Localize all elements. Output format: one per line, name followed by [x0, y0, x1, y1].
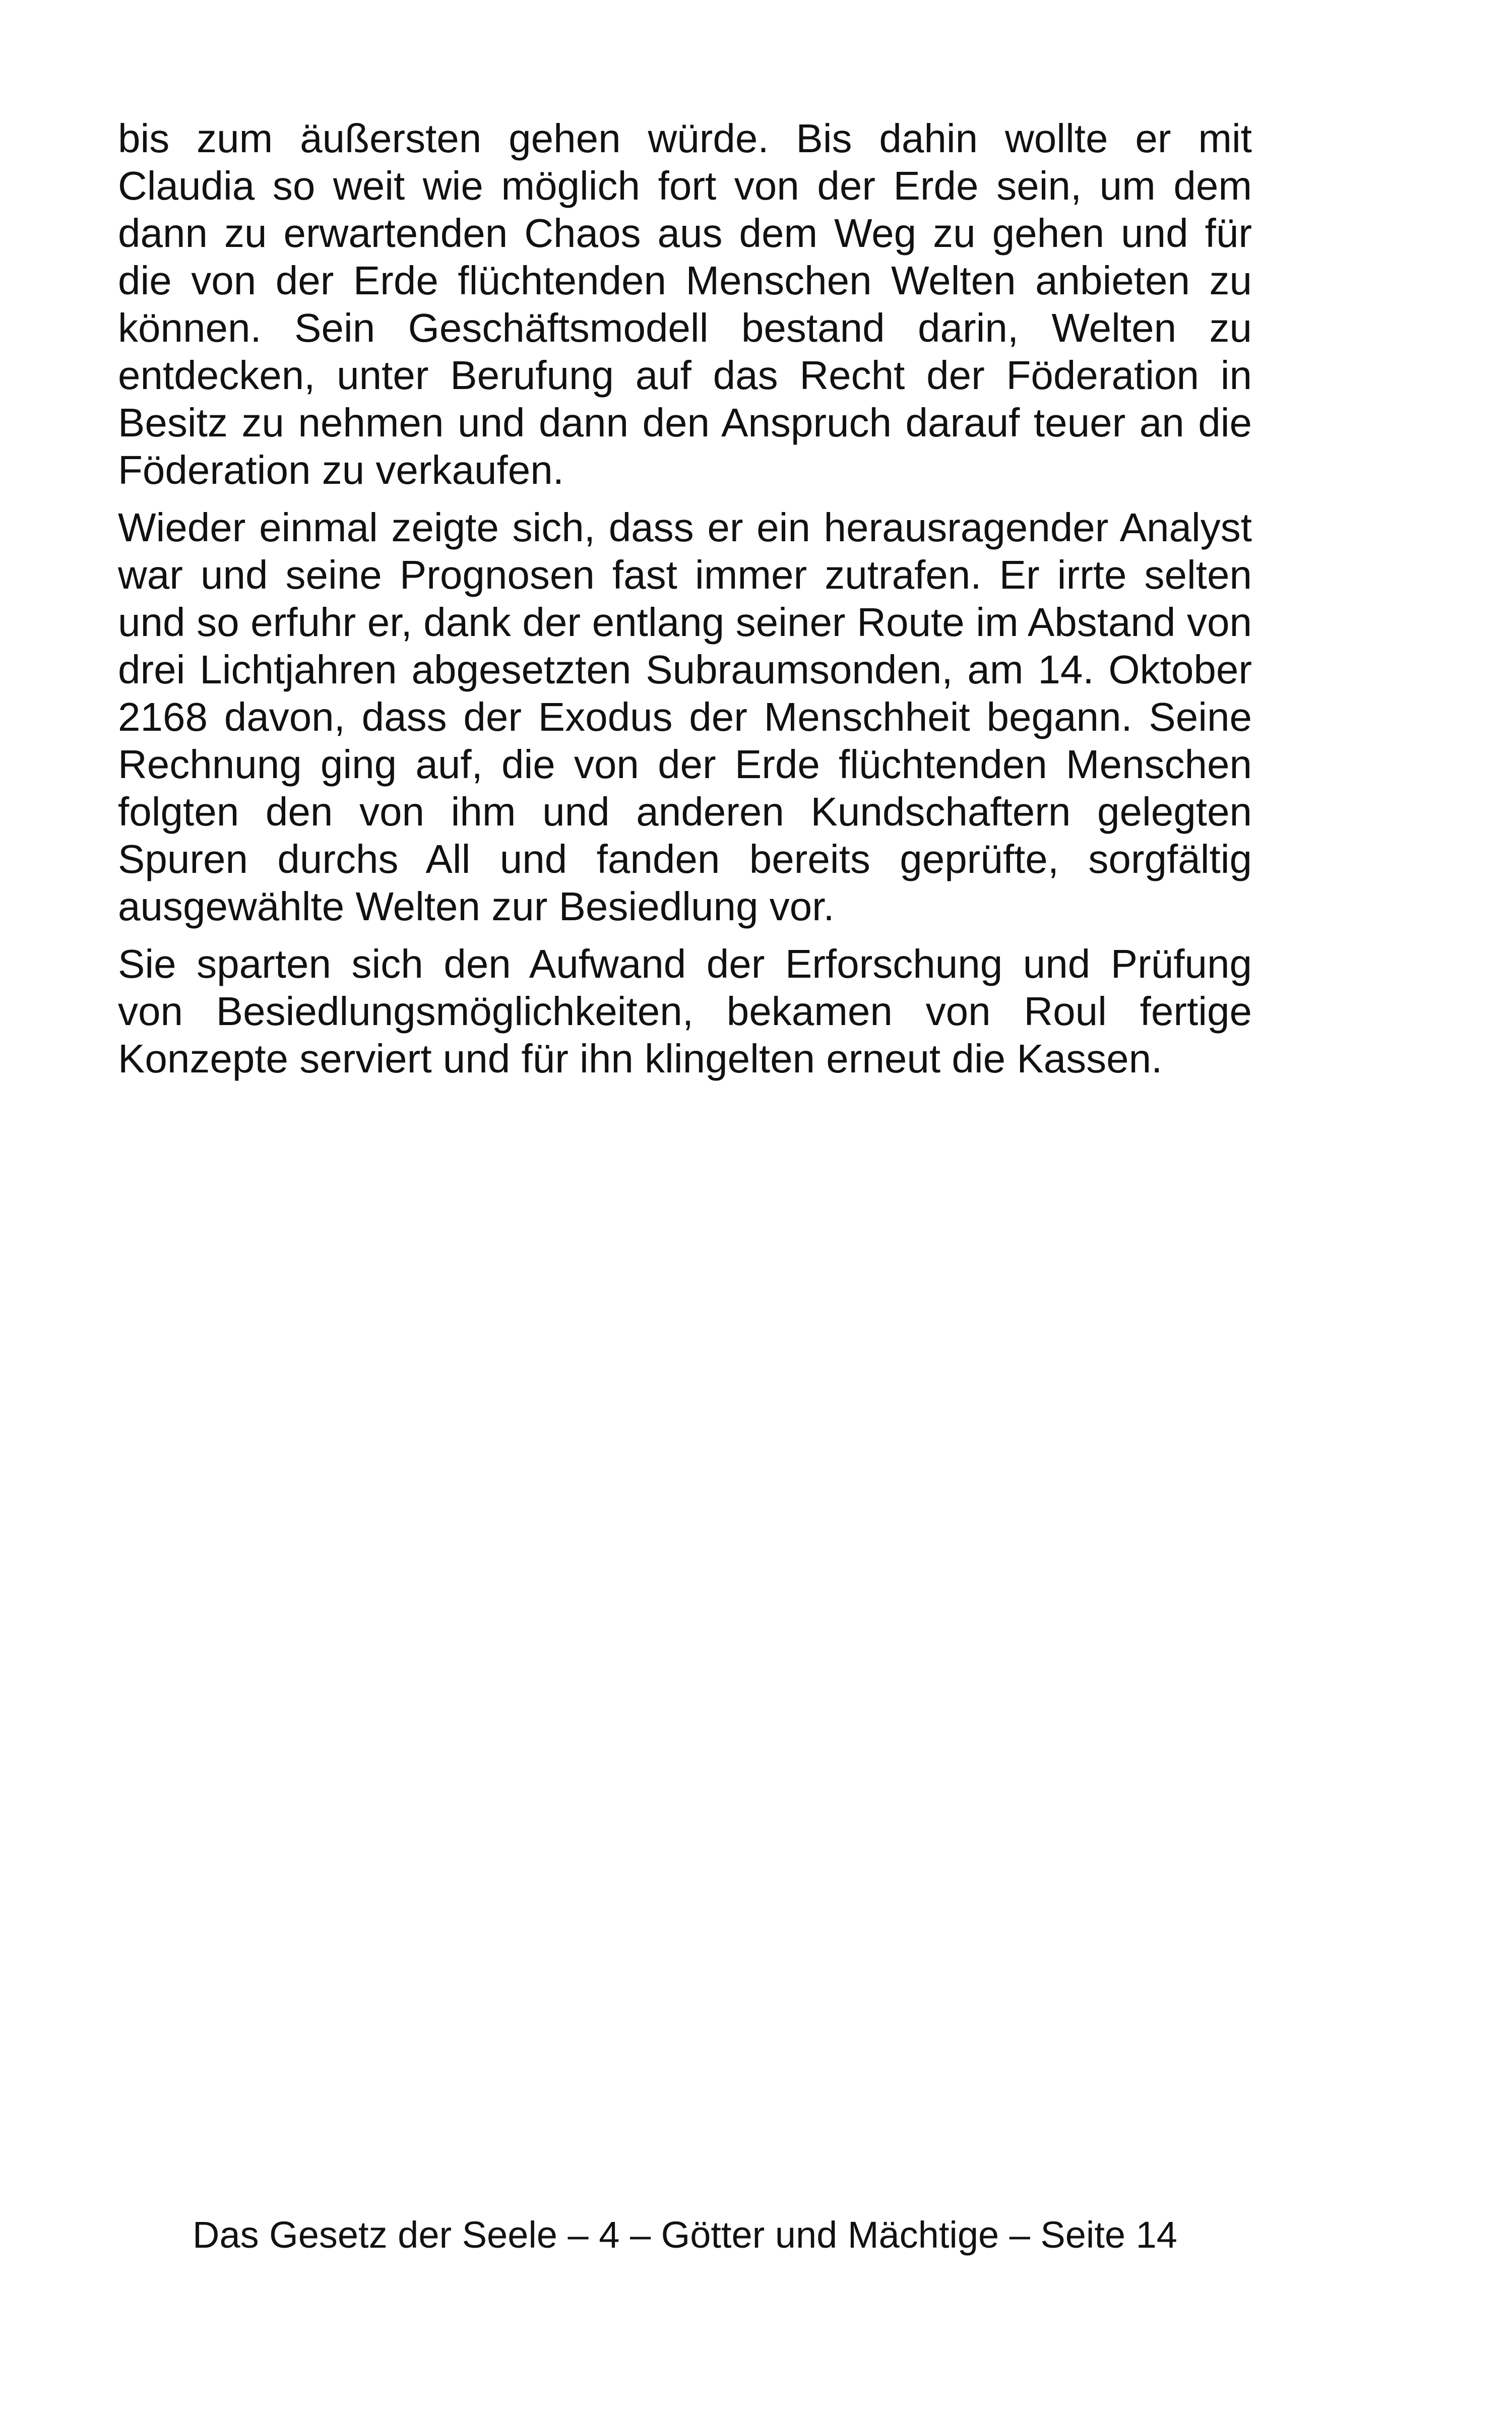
paragraph-3: Sie sparten sich den Aufwand der Erforschung und Prüfung von Besiedlungsmöglichkeiten, bekamen von Roul fertige Konzepte serviert und für ihn klingelten erneut die Kassen. [118, 941, 1252, 1081]
paragraph-1: bis zum äußersten gehen würde. Bis dahin wollte er mit Claudia so weit wie möglich fort von der Erde sein, um dem dann zu erwartenden Chaos aus dem Weg zu gehen und für die von der Erde flüchtenden Menschen Welten anbieten zu können. Sein Geschäftsmodell bestand darin, Welten zu entdecken, unter Berufung auf das Recht der Föderation in Besitz zu nehmen und dann den Anspruch darauf teuer an die Föderation zu verkaufen. [118, 116, 1252, 492]
paragraph-2: Wieder einmal zeigte sich, dass er ein herausragender Analyst war und seine Prognosen fast immer zutrafen. Er irrte selten und so erfuhr er, dank der entlang seiner Route im Abstand von drei Lichtjahren abgesetzten Subraumsonden, am 14. Oktober 2168 davon, dass der Exodus der Menschheit begann. Seine Rechnung ging auf, die von der Erde flüchtenden Menschen folgten den von ihm und anderen Kundschaftern gelegten Spuren durchs All und fanden bereits geprüfte, sorgfältig ausgewählte Welten zur Besiedlung vor. [118, 505, 1252, 929]
page-footer: Das Gesetz der Seele – 4 – Götter und Mächtige – Seite 14 [193, 2214, 1177, 2256]
body-text [118, 115, 1252, 1093]
